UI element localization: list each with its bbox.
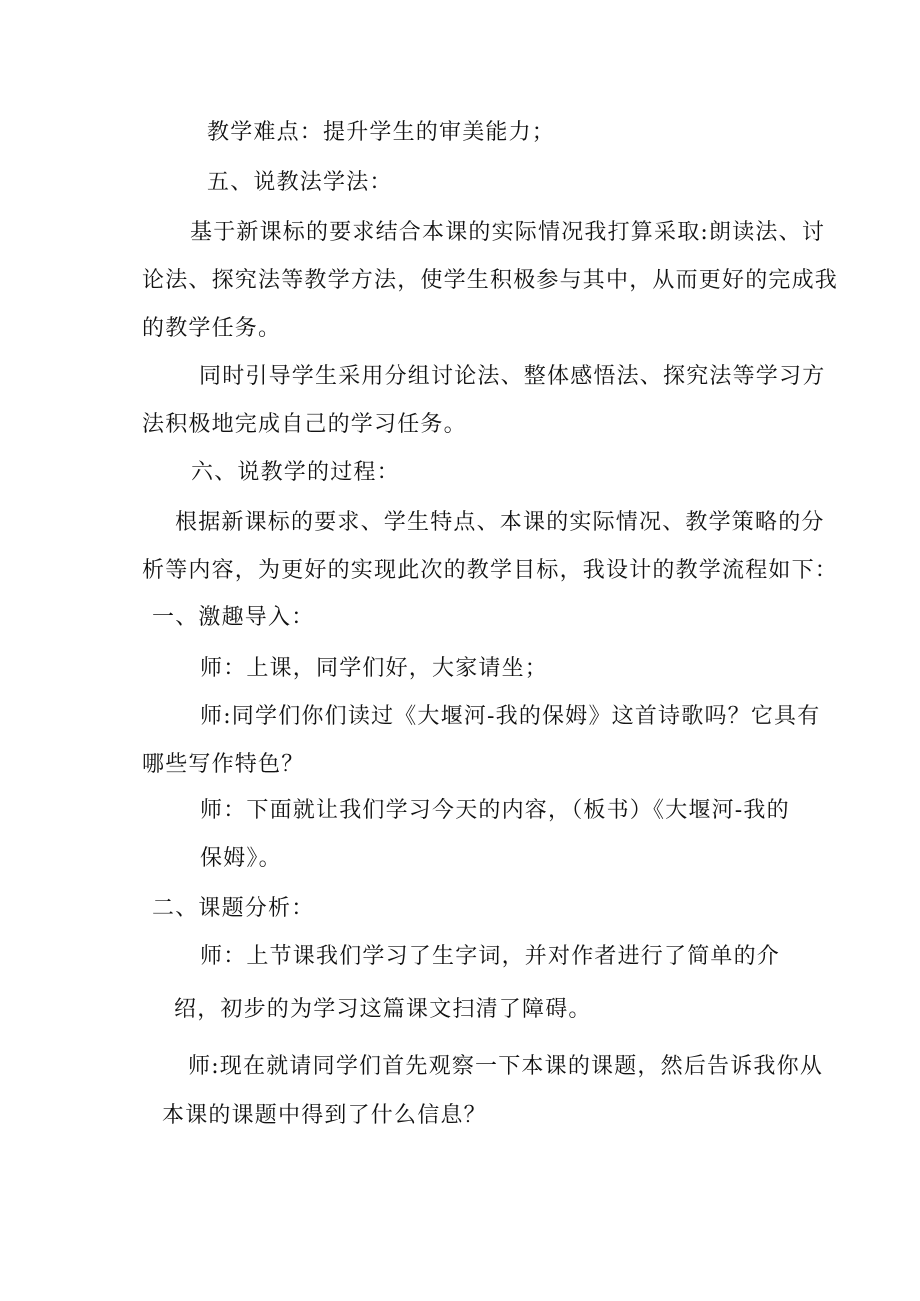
- subsection-heading-2: 二、课题分析：: [152, 896, 315, 921]
- paragraph-line: 的教学任务。: [142, 316, 282, 341]
- dialogue-line: 本课的课题中得到了什么信息？: [162, 1103, 487, 1128]
- paragraph-line: 根据新课标的要求、学生特点、本课的实际情况、教学策略的分: [175, 510, 825, 535]
- teaching-difficulty-line: 教学难点：提升学生的审美能力；: [207, 120, 556, 145]
- dialogue-line: 保姆》。: [200, 846, 282, 871]
- dialogue-line: 师：下面就让我们学习今天的内容，（板书）《大堰河-我的: [200, 798, 790, 823]
- dialogue-line: 师:现在就请同学们首先观察一下本课的课题，然后告诉我你从: [188, 1054, 824, 1079]
- dialogue-line: 绍，初步的为学习这篇课文扫清了障碍。: [174, 997, 592, 1022]
- paragraph-line: 基于新课标的要求结合本课的实际情况我打算采取:朗读法、讨: [190, 220, 826, 245]
- dialogue-line: 师：上节课我们学习了生字词，并对作者进行了简单的介: [200, 944, 781, 969]
- section-heading-6: 六、说教学的过程：: [191, 460, 400, 485]
- dialogue-line: 哪些写作特色？: [142, 752, 305, 777]
- paragraph-line: 同时引导学生采用分组讨论法、整体感悟法、探究法等学习方: [199, 364, 826, 389]
- paragraph-line: 法积极地完成自己的学习任务。: [142, 412, 467, 437]
- section-heading-5: 五、说教法学法：: [207, 170, 393, 195]
- subsection-heading-1: 一、激趣导入：: [152, 605, 315, 630]
- paragraph-line: 论法、探究法等教学方法，使学生积极参与其中，从而更好的完成我: [142, 268, 839, 293]
- paragraph-line: 析等内容，为更好的实现此次的教学目标，我设计的教学流程如下：: [142, 558, 839, 583]
- dialogue-line: 师:同学们你们读过《大堰河-我的保姆》这首诗歌吗？它具有: [200, 704, 821, 729]
- dialogue-line: 师：上课，同学们好，大家请坐；: [200, 656, 549, 681]
